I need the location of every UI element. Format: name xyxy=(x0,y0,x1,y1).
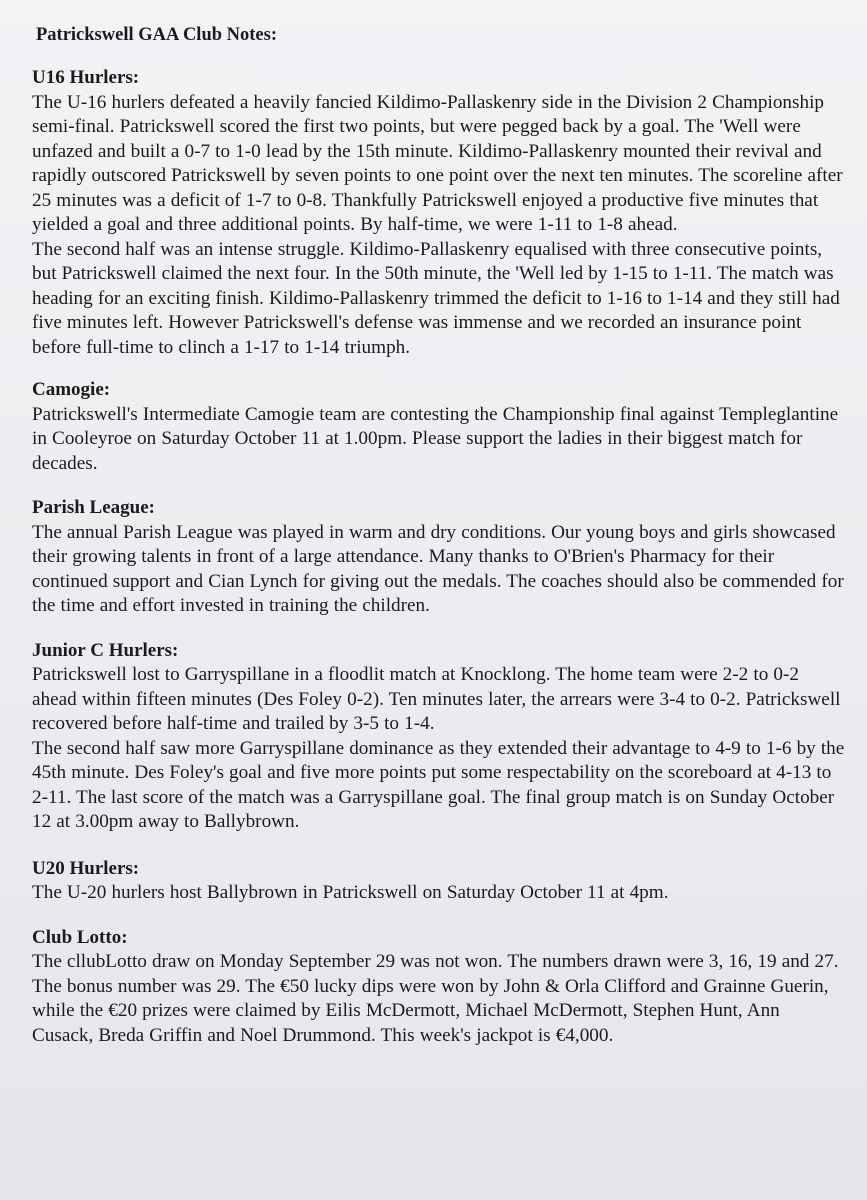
section-heading: Club Lotto: xyxy=(32,926,128,948)
section-u16-hurlers xyxy=(32,66,845,360)
section-paragraph: The second half was an intense struggle. Kildimo-Pallaskenry equalised with three consecutive points, but Patrickswell claimed the next four. In the 50th minute, the 'Well led by 1-15 to 1-11. The match was heading for an exciting finish. Kildimo-Pallaskenry trimmed the deficit to 1-16 to 1-14 and they still had five minutes left. However Patrickswell's defense was immense and we recorded an insurance point before full-time to clinch a 1-17 to 1-14 triumph. xyxy=(32,238,840,358)
section-paragraph: The U-16 hurlers defeated a heavily fancied Kildimo-Pallaskenry side in the Division 2 Championship semi-final. Patrickswell scored the first two points, but were pegged back by a goal. The 'Well were unfazed and built a 0-7 to 1-0 lead by the 15th minute. Kildimo-Pallaskenry mounted their revival and rapidly outscored Patrickswell by seven points to one point over the next ten minutes. The scoreline after 25 minutes was a deficit of 1-7 to 0-8. Thankfully Patrickswell enjoyed a productive five minutes that yielded a goal and three additional points. By half-time, we were 1-11 to 1-8 ahead. xyxy=(32,91,843,235)
section-heading: U20 Hurlers: xyxy=(32,857,140,879)
section-paragraph: The annual Parish League was played in warm and dry conditions. Our young boys and girls showcased their growing talents in front of a large attendance. Many thanks to O'Brien's Pharmacy for their continued support and Cian Lynch for giving out the medals. The coaches should also be commended for the time and effort invested in training the children. xyxy=(32,521,844,616)
document-title: Patrickswell GAA Club Notes: xyxy=(36,25,277,45)
section-paragraph: The cllubLotto draw on Monday September 29 was not won. The numbers drawn were 3, 16, 19 and 27. The bonus number was 29. The €50 lucky dips were won by John & Orla Clifford and Grainne Guerin, while the €20 prizes were claimed by Eilis McDermott, Michael McDermott, Stephen Hunt, Ann Cusack, Breda Griffin and Noel Drummond. This week's jackpot is €4,000. xyxy=(32,951,839,1046)
section-junior-c-hurlers xyxy=(32,639,845,835)
section-heading: Camogie: xyxy=(32,379,111,400)
section-paragraph: The second half saw more Garryspillane dominance as they extended their advantage to 4-9 to 1-6 by the 45th minute. Des Foley's goal and five more points put some respectability on the scoreboard at 4-13 to 2-11. The last score of the match was a Garryspillane goal. The final group match is on Sunday October 12 at 3.00pm away to Ballybrown. xyxy=(32,737,845,832)
section-paragraph: The U-20 hurlers host Ballybrown in Patrickswell on Saturday October 11 at 4pm. xyxy=(32,882,669,903)
section-club-lotto xyxy=(32,926,845,1049)
section-heading: U16 Hurlers: xyxy=(32,67,140,88)
section-parish-league xyxy=(32,496,845,619)
section-heading: Junior C Hurlers: xyxy=(32,639,179,661)
section-camogie xyxy=(32,378,845,476)
section-paragraph: Patrickswell lost to Garryspillane in a floodlit match at Knocklong. The home team were 2-2 to 0-2 ahead within fifteen minutes (Des Foley 0-2). Ten minutes later, the arrears were 3-4 to 0-2. Patrickswell recovered before half-time and trailed by 3-5 to 1-4. xyxy=(32,664,841,734)
section-heading: Parish League: xyxy=(32,497,155,518)
section-u20-hurlers xyxy=(32,857,845,906)
section-paragraph: Patrickswell's Intermediate Camogie team are contesting the Championship final against Templeglantine in Cooleyroe on Saturday October 11 at 1.00pm. Please support the ladies in their biggest match for decades. xyxy=(32,403,839,474)
